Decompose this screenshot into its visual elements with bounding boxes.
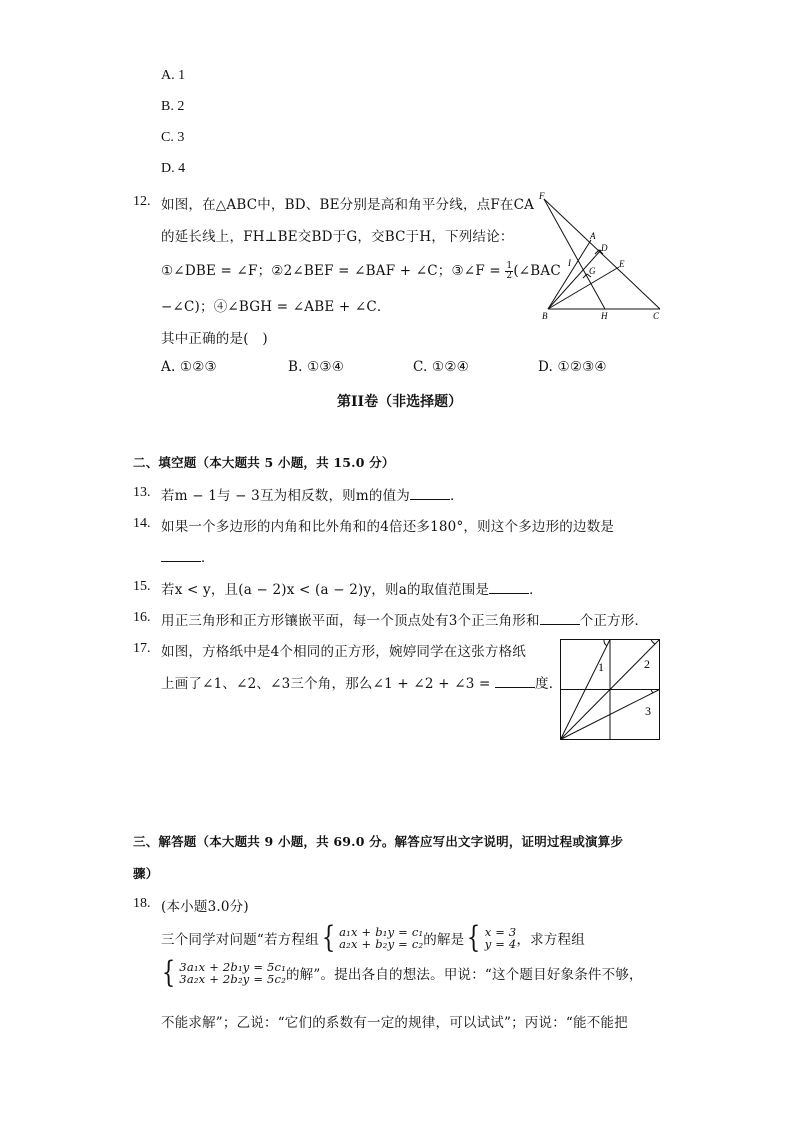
q18-brace-1: {: [321, 920, 336, 955]
q12-triangle-figure: [535, 190, 670, 322]
q18-system-3: [159, 955, 287, 990]
q18-line2-b: 的解”。提出各自的想法。甲说：“这个题目好象条件不够，: [286, 967, 643, 983]
q18-line1: [161, 920, 585, 955]
q18-points: (本小题3.0分): [161, 899, 249, 915]
q17-number: 17.: [133, 641, 151, 656]
q17-line1: 如图，方格纸中是4个相同的正方形，婉婷同学在这张方格纸: [161, 644, 526, 660]
q12-option-a: A. ①②③: [161, 359, 217, 375]
q12-frac-numerator: 1: [506, 261, 513, 271]
q18-sys1-row2: a₂x + b₂y = c₂: [339, 937, 424, 951]
fig12-label-b: B: [542, 311, 548, 321]
q18-sys2-row2: y = 4: [484, 937, 517, 951]
q17-line2: [161, 672, 562, 692]
fig17-angle-2: 2: [644, 657, 650, 671]
q13-text-a: 若m − 1与 − 3互为相反数，则m的值为: [161, 488, 410, 504]
fig12-label-h: H: [601, 311, 608, 321]
q12-question: 其中正确的是( ): [161, 331, 268, 347]
q17-answer-blank: [495, 675, 535, 688]
q12-option-d: D. ①②③④: [538, 359, 607, 375]
q12-line3-b: (∠BAC: [513, 263, 561, 279]
q18-line1-b: 的解是: [423, 932, 465, 948]
q18-line3: 不能求解”；乙说：“它们的系数有一定的规律，可以试试”；丙说：“能不能把: [161, 1015, 628, 1031]
fig12-label-a: A: [590, 231, 596, 241]
q12-line3-a: ①∠DBE = ∠F；②2∠BEF = ∠BAF + ∠C；③∠F =: [161, 263, 506, 279]
q16-text-b: 个正方形．: [579, 613, 649, 629]
q16-text-a: 用正三角形和正方形镶嵌平面，每一个顶点处有3个正三角形和: [161, 613, 540, 629]
q14-line2-end: ．: [201, 550, 215, 566]
section3-heading-line1: 三、解答题（本大题共 9 小题，共 69.0 分。解答应写出文字说明，证明过程或演算步: [133, 834, 624, 849]
q12-option-b: B. ①③④: [288, 359, 345, 375]
q15-text: [161, 578, 543, 598]
q12-frac-denominator: 2: [506, 271, 513, 281]
q18-line1-c: ，求方程组: [516, 932, 585, 948]
q14-answer-blank: [161, 549, 201, 562]
q12-line3: [161, 259, 561, 281]
q17-line2-a: 上画了∠1、∠2、∠3三个角，那么∠1 + ∠2 + ∠3 =: [161, 676, 491, 692]
q16-text: [161, 609, 648, 629]
fig12-label-f: F: [539, 191, 545, 201]
part2-title: 第II卷（非选择题）: [337, 394, 463, 410]
fig12-label-c: C: [653, 311, 660, 321]
section2-heading: 二、填空题（本大题共 5 小题，共 15.0 分）: [133, 455, 395, 470]
fig17-angle-1: 1: [598, 660, 604, 674]
fig17-angle-3: 3: [645, 704, 651, 718]
fig12-label-i: I: [568, 258, 571, 268]
q13-text-b: ．: [449, 488, 464, 504]
q14-line2: [161, 546, 215, 566]
q12-line2: 的延长线上，FH⊥BE交BD于G，交BC于H，下列结论：: [161, 229, 514, 245]
q18-line2: [159, 955, 643, 990]
q12-line4: −∠C)；④∠BGH = ∠ABE + ∠C．: [161, 299, 391, 315]
q15-answer-blank: [489, 581, 529, 594]
q15-text-a: 若x < y，且(a − 2)x < (a − 2)y，则a的取值范围是: [161, 582, 490, 598]
q17-line2-b: 度．: [535, 676, 563, 692]
q11-option-b: B. 2: [161, 99, 185, 114]
q11-option-c: C. 3: [161, 130, 185, 145]
fig12-label-g: G: [589, 266, 596, 276]
q11-option-d: D. 4: [161, 161, 186, 176]
q16-number: 16.: [133, 610, 151, 625]
fig12-label-e: E: [619, 259, 625, 269]
q12-line1: 如图，在△ABC中，BD、BE分别是高和角平分线，点F在CA: [161, 197, 535, 213]
q13-answer-blank: [410, 487, 450, 500]
q18-system-2: [464, 920, 517, 955]
q13-text: [161, 484, 464, 504]
fig12-label-d: D: [601, 243, 608, 253]
q14-text: 如果一个多边形的内角和比外角和的4倍还多180°，则这个多边形的边数是: [161, 519, 615, 535]
q13-number: 13.: [133, 485, 151, 500]
q12-option-c: C. ①②④: [413, 359, 469, 375]
q11-option-a: A. 1: [161, 68, 186, 83]
q15-text-b: ．: [529, 582, 543, 598]
q18-brace-2: {: [467, 920, 481, 955]
q18-sys3-row2: 3a₂x + 2b₂y = 5c₂: [179, 972, 287, 986]
q18-sys3-row1: 3a₁x + 2b₁y = 5c₁: [179, 960, 287, 974]
q17-grid-figure: [559, 638, 662, 742]
q14-number: 14.: [133, 516, 151, 531]
q18-sys2-row1: x = 3: [484, 925, 517, 939]
q12-number: 12.: [133, 194, 151, 209]
q18-brace-3: {: [161, 955, 176, 990]
q15-number: 15.: [133, 579, 151, 594]
q18-number: 18.: [133, 896, 151, 911]
q16-answer-blank: [540, 612, 580, 625]
q18-system-1: [319, 920, 424, 955]
q18-line1-a: 三个同学对问题“若方程组: [161, 932, 319, 948]
q18-sys1-row1: a₁x + b₁y = c₁: [339, 925, 424, 939]
section3-heading-line2: 骤）: [133, 866, 159, 881]
